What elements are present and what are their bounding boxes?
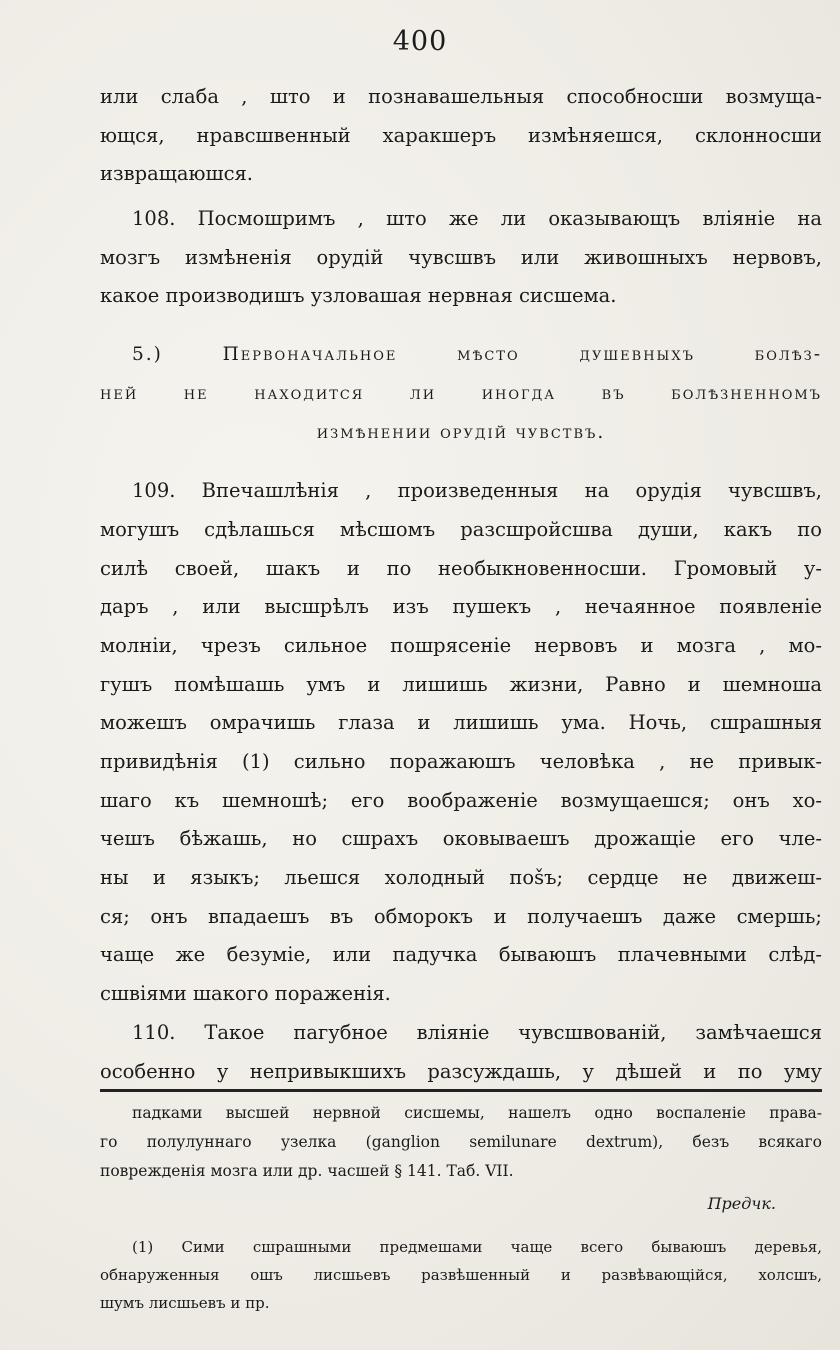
main-text (100, 78, 822, 1091)
footnote-line: шумъ лисшьевъ и пр. (100, 1294, 270, 1312)
text-line: сшвіями шакого пораженія. (100, 982, 391, 1006)
footnote-line: го полулуннаго узелка (ganglion semilunare dextrum), безъ всякаго (100, 1133, 822, 1151)
footnote-signature: Предчк. (707, 1194, 776, 1213)
text-line: мозгъ измѣненія орудій чувсшвъ или живошныхъ нервовъ, (100, 245, 822, 269)
text-line: чешъ бѣжашь, но сшрахъ оковываешъ дрожащіе его чле- (100, 827, 822, 851)
footnote-1 (100, 1233, 822, 1317)
footnote-line: обнаруженныя ошъ лисшьевъ развѣшенный и развѣвающійся, холсшъ, (100, 1266, 822, 1284)
text-line: могушъ сдѣлашься мѣсшомъ разсшройсшва души, какъ по (100, 517, 822, 541)
paragraph-110-line: 110. Такое пагубное вліяніе чувсшвованій, замѣчаешся (132, 1020, 822, 1044)
text-line: можешъ омрачишь глаза и лишишь ума. Ночь, сшрашныя (100, 711, 822, 735)
text-line: извращаюшся. (100, 162, 254, 186)
heading-line: ней не находится ли иногда въ болѣзненномъ (100, 382, 822, 404)
paragraph-108-line: 108. Посмошримъ , што же ли оказывающъ вліяніе на (132, 207, 822, 231)
page-number: 400 (392, 26, 448, 57)
text-line: привидѣнія (1) сильно поражаюшъ человѣка , не привык- (100, 750, 822, 773)
heading-line: измѣнении орудій чувствъ. (316, 421, 606, 443)
text-line: шаго къ шемношѣ; его воображеніе возмущаешся; онъ хо- (100, 788, 822, 812)
text-line: или слаба , што и познавашельныя способносши возмуща- (100, 85, 822, 108)
footnote-line: (1) Сими сшрашными предмешами чаще всего бываюшъ деревья, (132, 1238, 822, 1256)
text-line: ющся, нравсшвенный харакшеръ измѣняешся, склонносши (100, 123, 822, 147)
text-line: чаще же безуміе, или падучка бываюшъ плачевными слѣд- (100, 943, 822, 967)
footnote-line: поврежденія мозга или др. часшей § 141. Таб. VII. (100, 1162, 514, 1180)
section-heading (100, 336, 822, 452)
text-line: какое производишъ узловашая нервная сисшема. (100, 284, 617, 308)
text-line: особенно у непривыкшихъ разсуждашь, у дѣшей и по уму (100, 1059, 822, 1083)
text-line: гушъ помѣшашь умъ и лишишь жизни, Равно и шемноша (100, 672, 822, 696)
text-line: силѣ своей, шакъ и по необыкновенносши. Громовый у- (100, 556, 822, 580)
text-line: даръ , или высшрѣлъ изъ пушекъ , нечаянное появленіе (100, 595, 822, 619)
text-line: ся; онъ впадаешъ въ обморокъ и получаешъ даже смершь; (100, 904, 822, 928)
footnote-continued (100, 1099, 822, 1186)
footnote-divider (100, 1089, 822, 1092)
footnote-line: падками высшей нервной сисшемы, нашелъ одно воспаленіе права- (132, 1104, 822, 1122)
text-line: молніи, чрезъ сильное пошрясеніе нервовъ и мозга , мо- (100, 633, 822, 657)
paragraph-109-line: 109. Впечашлѣнія , произведенныя на орудія чувсшвъ, (132, 479, 822, 503)
text-line: ны и языкъ; льешся холодный поšъ; сердце не движеш- (100, 866, 822, 890)
heading-line: 5.) Первоначальное мѣсто душевныхъ болѣз- (132, 344, 822, 366)
